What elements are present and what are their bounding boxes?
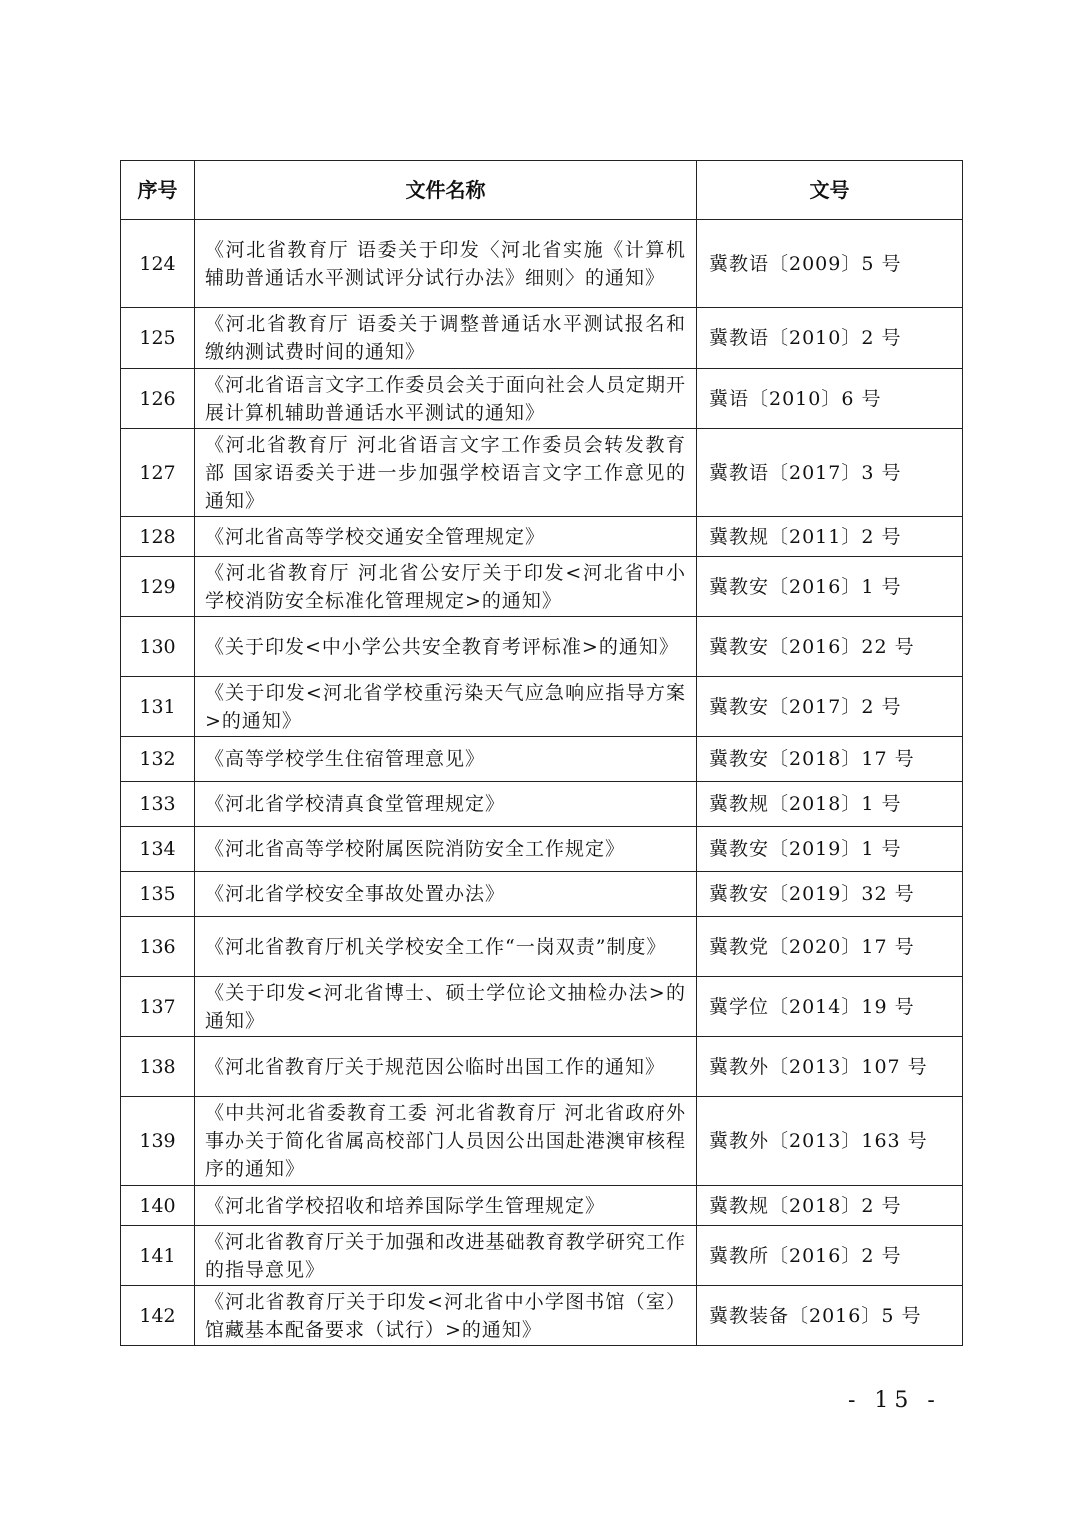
document-title-cell: 《高等学校学生住宿管理意见》 [195, 737, 697, 782]
document-number-cell: 冀教安〔2016〕1 号 [697, 557, 963, 617]
serial-cell: 142 [121, 1286, 195, 1346]
page-number: - 15 - [848, 1388, 941, 1413]
header-serial: 序号 [121, 161, 195, 220]
document-title-cell: 《河北省高等学校交通安全管理规定》 [195, 517, 697, 557]
document-title-cell: 《河北省教育厅 语委关于印发〈河北省实施《计算机辅助普通话水平测试评分试行办法》细则〉的通知》 [195, 220, 697, 308]
serial-cell: 135 [121, 872, 195, 917]
table-row [121, 557, 963, 617]
document-title-cell: 《河北省教育厅 河北省语言文字工作委员会转发教育部 国家语委关于进一步加强学校语言文字工作意见的通知》 [195, 429, 697, 517]
document-number-cell: 冀教语〔2009〕5 号 [697, 220, 963, 308]
document-title-cell: 《河北省语言文字工作委员会关于面向社会人员定期开展计算机辅助普通话水平测试的通知》 [195, 369, 697, 429]
document-title-cell: 《关于印发<河北省学校重污染天气应急响应指导方案>的通知》 [195, 677, 697, 737]
table-row [121, 517, 963, 557]
document-title-cell: 《河北省学校安全事故处置办法》 [195, 872, 697, 917]
table-row [121, 827, 963, 872]
serial-cell: 136 [121, 917, 195, 977]
serial-cell: 137 [121, 977, 195, 1037]
table-row [121, 1286, 963, 1346]
header-document-name: 文件名称 [195, 161, 697, 220]
document-number-cell: 冀教规〔2018〕1 号 [697, 782, 963, 827]
document-number-cell: 冀教安〔2016〕22 号 [697, 617, 963, 677]
document-title-cell: 《河北省教育厅关于印发<河北省中小学图书馆（室）馆藏基本配备要求（试行）>的通知》 [195, 1286, 697, 1346]
table-row [121, 1097, 963, 1186]
table-body [121, 220, 963, 1346]
document-title-cell: 《关于印发<中小学公共安全教育考评标准>的通知》 [195, 617, 697, 677]
document-number-cell: 冀教规〔2018〕2 号 [697, 1186, 963, 1226]
table-row [121, 782, 963, 827]
header-document-number: 文号 [697, 161, 963, 220]
document-table [120, 160, 963, 1346]
document-title-cell: 《河北省学校清真食堂管理规定》 [195, 782, 697, 827]
document-number-cell: 冀教装备〔2016〕5 号 [697, 1286, 963, 1346]
table-row [121, 220, 963, 308]
document-number-cell: 冀教外〔2013〕163 号 [697, 1097, 963, 1186]
table-row [121, 617, 963, 677]
table-row [121, 977, 963, 1037]
table-row [121, 677, 963, 737]
table-row [121, 1226, 963, 1286]
document-number-cell: 冀学位〔2014〕19 号 [697, 977, 963, 1037]
table-row [121, 1037, 963, 1097]
serial-cell: 139 [121, 1097, 195, 1186]
serial-cell: 138 [121, 1037, 195, 1097]
document-number-cell: 冀教安〔2017〕2 号 [697, 677, 963, 737]
serial-cell: 130 [121, 617, 195, 677]
document-number-cell: 冀教安〔2018〕17 号 [697, 737, 963, 782]
table-row [121, 737, 963, 782]
document-number-cell: 冀教安〔2019〕32 号 [697, 872, 963, 917]
table-row [121, 429, 963, 517]
table-row [121, 308, 963, 369]
serial-cell: 132 [121, 737, 195, 782]
document-number-cell: 冀语〔2010〕6 号 [697, 369, 963, 429]
document-title-cell: 《河北省教育厅 河北省公安厅关于印发<河北省中小学校消防安全标准化管理规定>的通知》 [195, 557, 697, 617]
serial-cell: 140 [121, 1186, 195, 1226]
document-title-cell: 《河北省学校招收和培养国际学生管理规定》 [195, 1186, 697, 1226]
table-row [121, 917, 963, 977]
table-header-row [121, 161, 963, 220]
table-row [121, 872, 963, 917]
document-number-cell: 冀教外〔2013〕107 号 [697, 1037, 963, 1097]
serial-cell: 128 [121, 517, 195, 557]
document-title-cell: 《关于印发<河北省博士、硕士学位论文抽检办法>的通知》 [195, 977, 697, 1037]
document-number-cell: 冀教规〔2011〕2 号 [697, 517, 963, 557]
document-number-cell: 冀教党〔2020〕17 号 [697, 917, 963, 977]
serial-cell: 127 [121, 429, 195, 517]
serial-cell: 131 [121, 677, 195, 737]
document-title-cell: 《河北省教育厅关于规范因公临时出国工作的通知》 [195, 1037, 697, 1097]
serial-cell: 133 [121, 782, 195, 827]
document-number-cell: 冀教安〔2019〕1 号 [697, 827, 963, 872]
document-title-cell: 《河北省教育厅关于加强和改进基础教育教学研究工作的指导意见》 [195, 1226, 697, 1286]
document-title-cell: 《中共河北省委教育工委 河北省教育厅 河北省政府外事办关于简化省属高校部门人员因公出国赴港澳审核程序的通知》 [195, 1097, 697, 1186]
serial-cell: 129 [121, 557, 195, 617]
document-title-cell: 《河北省高等学校附属医院消防安全工作规定》 [195, 827, 697, 872]
document-title-cell: 《河北省教育厅机关学校安全工作“一岗双责”制度》 [195, 917, 697, 977]
document-number-cell: 冀教语〔2017〕3 号 [697, 429, 963, 517]
document-number-cell: 冀教所〔2016〕2 号 [697, 1226, 963, 1286]
serial-cell: 125 [121, 308, 195, 369]
document-number-cell: 冀教语〔2010〕2 号 [697, 308, 963, 369]
table-row [121, 369, 963, 429]
serial-cell: 124 [121, 220, 195, 308]
serial-cell: 141 [121, 1226, 195, 1286]
document-title-cell: 《河北省教育厅 语委关于调整普通话水平测试报名和缴纳测试费时间的通知》 [195, 308, 697, 369]
serial-cell: 134 [121, 827, 195, 872]
serial-cell: 126 [121, 369, 195, 429]
table-row [121, 1186, 963, 1226]
